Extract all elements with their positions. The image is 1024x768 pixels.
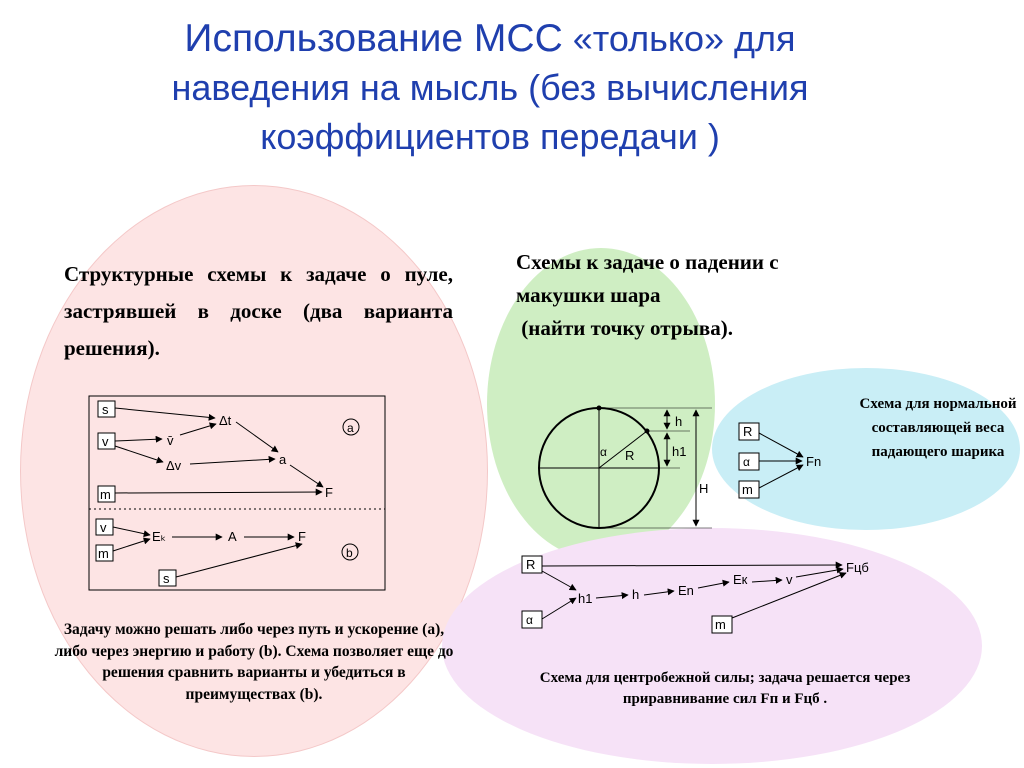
title-line3: коэффициентов передачи )	[260, 116, 720, 157]
cf-box-m-label: m	[715, 617, 726, 632]
cf-node-h: h	[632, 587, 640, 602]
variant-b-label: b	[346, 546, 353, 560]
normal-box-alpha-label: α	[743, 455, 750, 469]
dim-h: h	[675, 414, 683, 429]
normal-box-R-label: R	[743, 424, 753, 439]
cf-node-En: En	[678, 583, 694, 598]
node-A: A	[228, 529, 237, 544]
title-line1-main: Использование МСС	[184, 17, 563, 60]
node-ek: Eₖ	[152, 529, 167, 544]
cf-box-R-label: R	[526, 557, 536, 572]
node-vbar: v̄	[167, 433, 174, 448]
sphere-R: R	[625, 448, 635, 463]
sphere-alpha: α	[600, 445, 607, 459]
node-dv: Δv	[166, 458, 182, 473]
centrifugal-caption	[470, 668, 980, 710]
box-v-a-label: v	[102, 434, 109, 449]
normal-arrows	[759, 433, 803, 488]
normal-output-Fn: Fn	[806, 454, 822, 469]
cf-box-alpha-label: α	[526, 613, 533, 627]
variant-b-arrows	[113, 527, 302, 577]
box-m-a-label: m	[100, 487, 111, 502]
node-a: a	[279, 452, 287, 467]
cf-node-h1: h1	[578, 591, 593, 606]
left-caption: Задачу можно решать либо через путь и ускорение (a), либо через энергию и работу (b). Схема позволяет еще до решения сравнить варианты и убедиться в преимуществах (b).	[54, 621, 454, 703]
cf-node-v: v	[786, 572, 793, 587]
centrifugal-caption-line2: приравнивание сил Fп и Fцб .	[622, 691, 828, 707]
cf-node-Fcb: Fцб	[846, 560, 869, 575]
box-s-a-label: s	[102, 402, 109, 417]
variant-a-label: a	[347, 421, 354, 435]
dim-h1: h1	[672, 444, 687, 459]
box-s-b-label: s	[163, 571, 170, 586]
normal-scheme-caption: Схема для нормальной составляющей веса падающего шарика	[859, 396, 1017, 460]
cf-node-Ek: Eк	[733, 572, 748, 587]
title-line1-rest: «только» для	[562, 18, 796, 59]
node-dt: Δt	[219, 413, 232, 428]
centrifugal-caption-line1: Схема для центробежной силы; задача решается через	[539, 670, 911, 686]
box-v-b-label: v	[100, 520, 107, 535]
node-f-a: F	[325, 485, 333, 500]
normal-box-m-label: m	[742, 482, 753, 497]
right-heading: Схемы к задаче о падении с макушки шара (найти точку отрыва).	[516, 250, 779, 340]
dim-H: H	[699, 481, 709, 496]
box-m-b-label: m	[98, 546, 109, 561]
node-f-b: F	[298, 529, 306, 544]
title-line2: наведения на мысль (без вычисления	[171, 67, 809, 108]
left-heading: Структурные схемы к задаче о пуле, застрявшей в доске (два варианта решения).	[64, 262, 453, 360]
